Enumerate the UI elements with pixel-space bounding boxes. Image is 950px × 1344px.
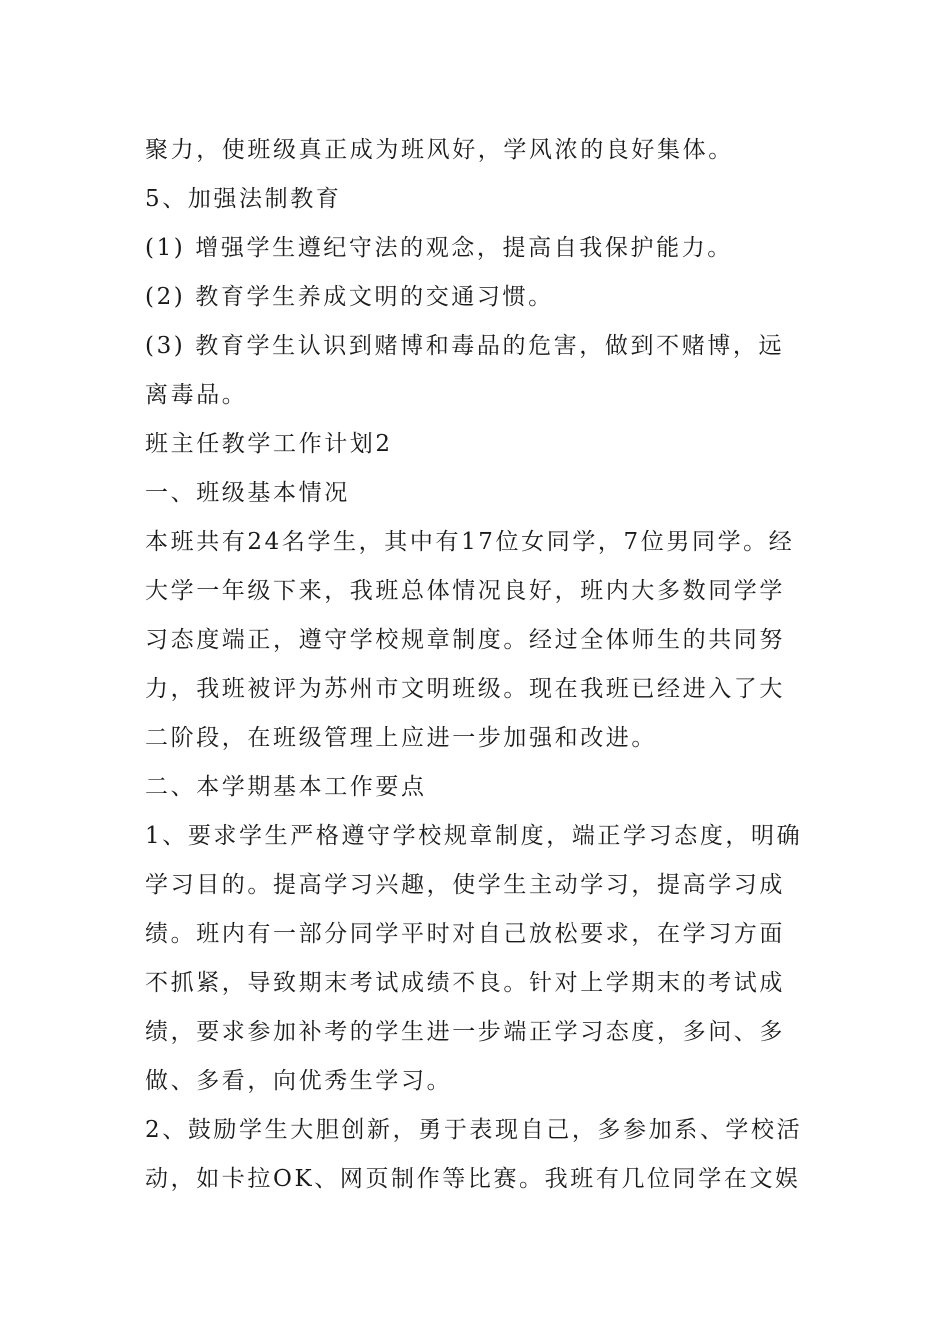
text-line: 学习目的。提高学习兴趣，使学生主动学习，提高学习成	[145, 872, 785, 898]
section-heading: 二、本学期基本工作要点	[145, 774, 427, 800]
text-line: 本班共有24名学生，其中有17位女同学，7位男同学。经	[145, 529, 795, 555]
text-line: 绩。班内有一部分同学平时对自己放松要求，在学习方面	[145, 921, 785, 947]
text-line: 力，我班被评为苏州市文明班级。现在我班已经进入了大	[145, 676, 785, 702]
text-line: 绩，要求参加补考的学生进一步端正学习态度，多问、多	[145, 1019, 785, 1045]
document-title: 班主任教学工作计划2	[145, 431, 393, 457]
text-line: 不抓紧，导致期末考试成绩不良。针对上学期末的考试成	[145, 970, 785, 996]
text-line: 习态度端正，遵守学校规章制度。经过全体师生的共同努	[145, 627, 785, 653]
text-line: 离毒品。	[145, 382, 248, 408]
text-line: 大学一年级下来，我班总体情况良好，班内大多数同学学	[145, 578, 785, 604]
text-line: 动，如卡拉OK、网页制作等比赛。我班有几位同学在文娱	[145, 1166, 801, 1192]
list-item: (2) 教育学生养成文明的交通习惯。	[145, 284, 554, 310]
section-heading: 5、加强法制教育	[145, 186, 342, 212]
text-line: 1、要求学生严格遵守学校规章制度，端正学习态度，明确	[145, 823, 803, 849]
text-line: 2、鼓励学生大胆创新，勇于表现自己，多参加系、学校活	[145, 1117, 803, 1143]
list-item: (1) 增强学生遵纪守法的观念，提高自我保护能力。	[145, 235, 733, 261]
section-heading: 一、班级基本情况	[145, 480, 350, 506]
document-body	[145, 126, 810, 1204]
text-line: 做、多看，向优秀生学习。	[145, 1068, 453, 1094]
list-item: (3) 教育学生认识到赌博和毒品的危害，做到不赌博，远	[145, 333, 785, 359]
text-line: 二阶段，在班级管理上应进一步加强和改进。	[145, 725, 657, 751]
text-line: 聚力，使班级真正成为班风好，学风浓的良好集体。	[145, 137, 734, 163]
